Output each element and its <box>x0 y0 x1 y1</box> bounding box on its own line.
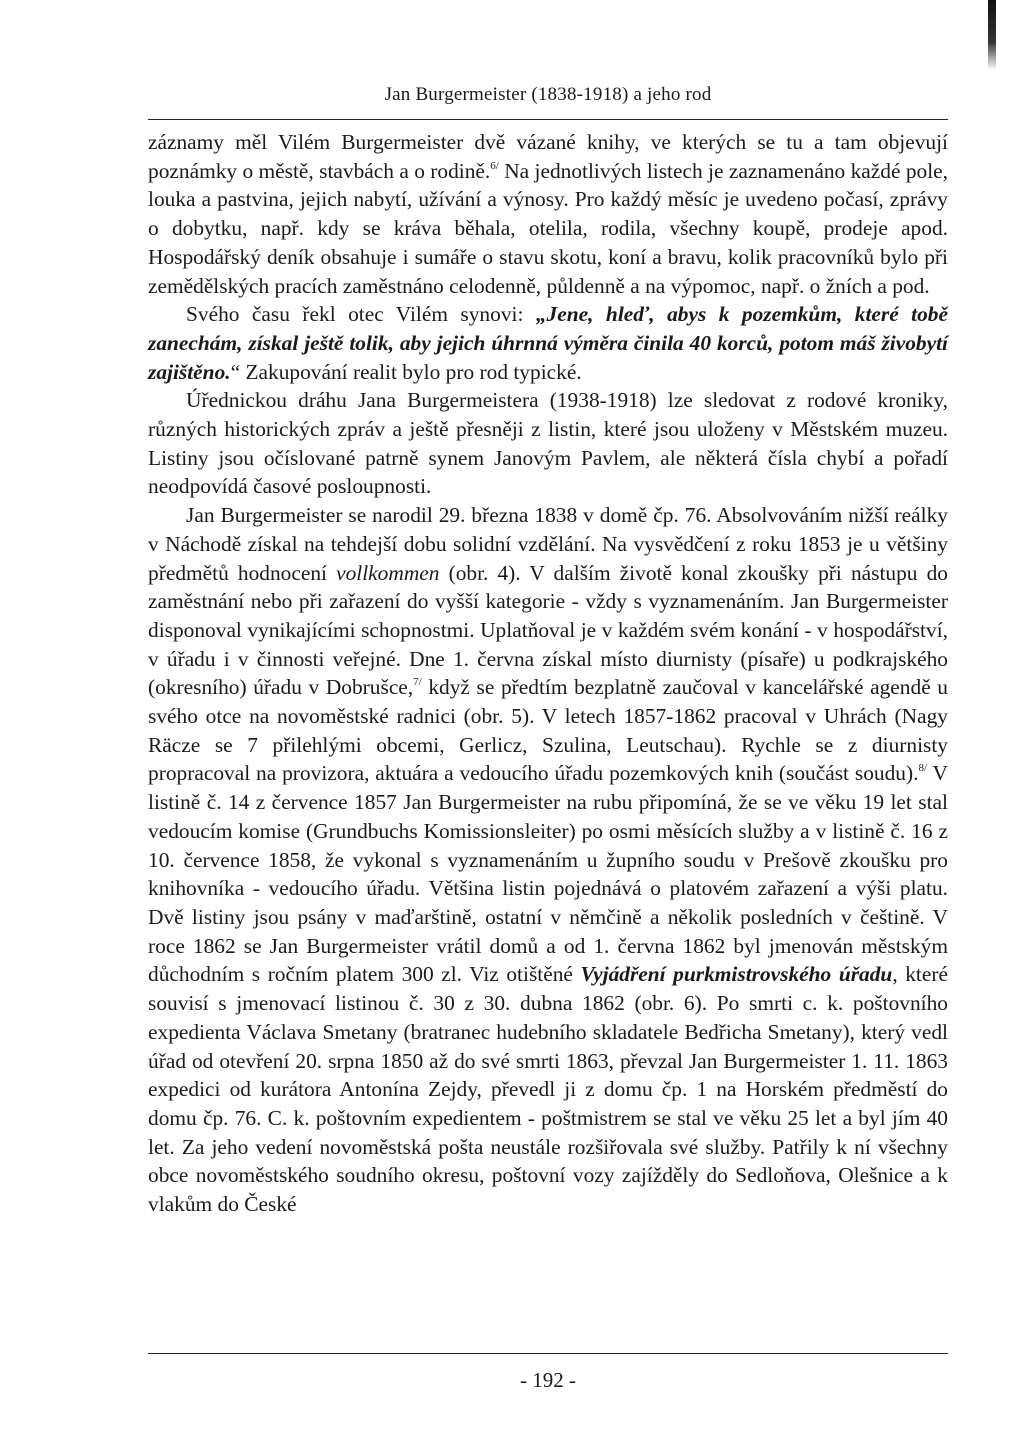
footnote-ref: 8/ <box>918 762 928 775</box>
text-run: V listině č. 14 z července 1857 Jan Burgermeister na rubu připomíná, že se ve věku 19 let stal vedoucím komise (Grundbuchs Komissionsleiter) po osmi měsících služby a v listině č. 16 z 10. července 1858, že vykonal s vyznamenáním u župního soudu v Prešově zkoušku pro knihovníka - vedoucího úřadu. Většina listin pojednává o platovém zařazení a výši platu. Dvě listiny jsou psány v maďarštině, ostatní v němčině a několik posledních v češtině. V roce 1862 se Jan Burgermeister vrátil domů a od 1. června 1862 byl jmenován městským důchodním s ročním platem 300 zl. Viz otištěné <box>148 761 948 987</box>
paragraph-2 <box>148 300 948 386</box>
footer-rule <box>148 1353 948 1354</box>
paragraph-4 <box>148 501 948 1219</box>
header-rule <box>148 119 948 120</box>
text-run: Úřednickou dráhu Jana Burgermeistera (1938-1918) lze sledovat z rodové kroniky, různých historických zpráv a ještě přesněji z listin, které jsou uloženy v Městském muzeu. Listiny jsou očíslované patrně synem Janovým Pavlem, ale některá čísla chybí a pořadí neodpovídá časové posloupnosti. <box>148 388 948 499</box>
text-run: když se předtím bezplatně zaučoval v kancelářské agendě u svého otce na novoměstské radnici (obr. 5). V letech 1857-1862 pracoval v Uhrách (Nagy Räcze se 7 přilehlými obcemi, Gerlicz, Szulina, Leutschau). Rychle se z diurnisty propracoval na provizora, aktuára a vedoucího úřadu pozemkových knih (součást soudu). <box>148 675 948 786</box>
page-number: - 192 - <box>520 1368 576 1392</box>
scan-edge-artifact <box>988 0 996 70</box>
footnote-ref: 7/ <box>413 676 422 689</box>
text-run: (obr. 4). V dalším životě konal zkoušky při nástupu do zaměstnání nebo při zařazení do vyšší kategorie - vždy s vyznamenáním. Jan Burgermeister disponoval vynikajícími schopnostmi. Uplatňoval je v každém svém konání - v hospodářství, v úřadu i v činnosti veřejné. Dne 1. června získal místo diurnisty (písaře) u podkrajského (okresního) úřadu v Dobrušce, <box>148 560 948 700</box>
emphasis: Vyjádření purkmistrovského úřadu <box>580 962 893 987</box>
text-run: Svého času řekl otec Vilém synovi: <box>186 302 536 327</box>
footnote-ref: 6/ <box>490 159 499 172</box>
running-header: Jan Burgermeister (1838-1918) a jeho rod <box>384 84 712 105</box>
paragraph-3 <box>148 386 948 501</box>
emphasis: vollkommen <box>336 560 440 585</box>
text-run: Na jednotlivých listech je zaznamenáno každé pole, louka a pastvina, jejich nabytí, užívání a výnosy. Pro každý měsíc je uvedeno počasí, zprávy o dobytku, např. kdy se kráva běhala, otelila, rodila, všechny koupě, prodeje apod. Hospodářský deník obsahuje i sumáře o stavu skotu, koní a bravu, kolik pracovníků bylo při zemědělských pracích zaměstnáno celodenně, půldenně a na výpomoc, např. o žních a pod. <box>148 158 949 298</box>
paragraph-1 <box>148 128 948 300</box>
text-run: záznamy měl Vilém Burgermeister dvě vázané knihy, ve kterých se tu a tam objevují poznámky o městě, stavbách a o rodině. <box>148 130 948 183</box>
main-text <box>148 128 948 1219</box>
text-run: “ Zakupování realit bylo pro rod typické. <box>230 359 582 384</box>
quoted-speech: „Jene, hleď, abys k pozemkům, které tobě zanechám, získal ještě tolik, aby jejich úhrnná výměra činila 40 korců, potom máš živobytí zajištěno. <box>148 302 948 384</box>
text-run: Jan Burgermeister se narodil 29. března 1838 v domě čp. 76. Absolvováním nižší reálky v Náchodě získal na tehdejší dobu solidní vzdělání. Na vysvědčení z roku 1853 je u většiny předmětů hodnocení <box>148 503 948 585</box>
text-run: , které souvisí s jmenovací listinou č. 30 z 30. dubna 1862 (obr. 6). Po smrti c. k. poštovního expedienta Václava Smetany (bratranec hudebního skladatele Bedřicha Smetany), který vedl úřad od otevření 20. srpna 1850 až do své smrti 1863, převzal Jan Burgermeister 1. 11. 1863 expedici od kurátora Antonína Zejdy, převedl ji z domu čp. 1 na Horském předměstí do domu čp. 76. C. k. poštovním expedientem - poštmistrem se stal ve věku 25 let a byl jím 40 let. Za jeho vedení novoměstská pošta neustále rozšiřovala své služby. Patřily k ní všechny obce novoměstského soudního okresu, poštovní vozy zajížděly do Sedloňova, Olešnice a k vlakům do České <box>148 962 948 1217</box>
